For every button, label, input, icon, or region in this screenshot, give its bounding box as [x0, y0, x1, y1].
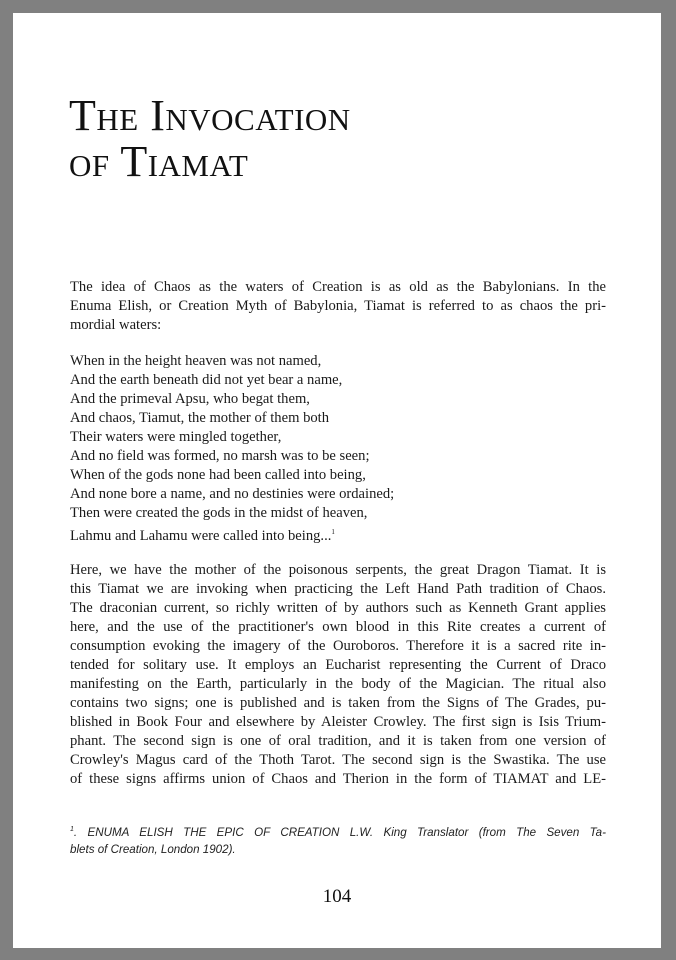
paragraph-line: contains two signs; one is published and is taken from the Signs of The Grades, pu-	[70, 695, 606, 711]
footnote-line: $^1$. ENUMA ELISH THE EPIC OF CREATION L.W. King Translator (from The Seven Ta-	[70, 825, 606, 839]
paragraph-line: mordial waters:	[70, 317, 162, 333]
paragraph-line: Crowley's Magus card of the Thoth Tarot. The second sign is the Swastika. The use	[70, 752, 606, 768]
paragraph-line: manifesting on the Earth, particularly in the body of the Magician. The ritual also	[70, 676, 606, 692]
verse-line: Their waters were mingled together,	[70, 429, 282, 445]
verse-line: Lahmu and Lahamu were called into being...$^1$	[70, 527, 335, 544]
verse-line: Then were created the gods in the midst of heaven,	[70, 505, 368, 521]
verse-line: When of the gods none had been called into being,	[70, 467, 366, 483]
footnote-reference[interactable]: 1	[331, 528, 335, 536]
verse-line: And the primeval Apsu, who begat them,	[70, 391, 310, 407]
body-paragraph	[70, 561, 606, 789]
paragraph-line: this Tiamat we are invoking when practicing the Left Hand Path tradition of Chaos.	[70, 581, 606, 597]
verse-line: And none bore a name, and no destinies were ordained;	[70, 486, 395, 502]
paragraph-line: The draconian current, so richly written of by authors such as Kenneth Grant applies	[70, 600, 606, 616]
paragraph-line: Here, we have the mother of the poisonous serpents, the great Dragon Tiamat. It is	[70, 562, 606, 578]
paragraph-line: blished in Book Four and elsewhere by Aleister Crowley. The first sign is Isis Trium-	[70, 714, 606, 730]
paragraph-line: phant. The second sign is one of oral tradition, and it is taken from one version of	[70, 733, 606, 749]
book-page	[13, 13, 661, 948]
verse-line: And the earth beneath did not yet bear a name,	[70, 372, 343, 388]
paragraph-line: consumption evoking the imagery of the Ouroboros. Therefore it is a sacred rite in-	[70, 638, 606, 654]
verse-line: And no field was formed, no marsh was to be seen;	[70, 448, 370, 464]
footnote	[70, 821, 606, 858]
chapter-title-line: of Tiamat	[69, 137, 249, 186]
verse-quote	[70, 352, 606, 546]
paragraph-line: tended for solitary use. It employs an Eucharist representing the Current of Draco	[70, 657, 606, 673]
paragraph-line: The idea of Chaos as the waters of Creation is as old as the Babylonians. In the	[70, 279, 606, 295]
page-number: 104	[322, 886, 352, 907]
verse-line: And chaos, Tiamut, the mother of them both	[70, 410, 330, 426]
paragraph-line: here, and the use of the practitioner's own blood in this Rite creates a current of	[70, 619, 606, 635]
chapter-title	[69, 93, 351, 185]
verse-line: When in the height heaven was not named,	[70, 353, 322, 369]
paragraph-line: of these signs affirms union of Chaos and Therion in the form of TIAMAT and LE-	[70, 771, 606, 787]
chapter-title-line: The Invocation	[69, 91, 351, 140]
footnote-line: blets of Creation, London 1902).	[70, 842, 236, 856]
intro-paragraph	[70, 278, 606, 335]
footnote-marker: 1	[70, 826, 74, 833]
paragraph-line: Enuma Elish, or Creation Myth of Babylonia, Tiamat is referred to as chaos the pri-	[70, 298, 606, 314]
